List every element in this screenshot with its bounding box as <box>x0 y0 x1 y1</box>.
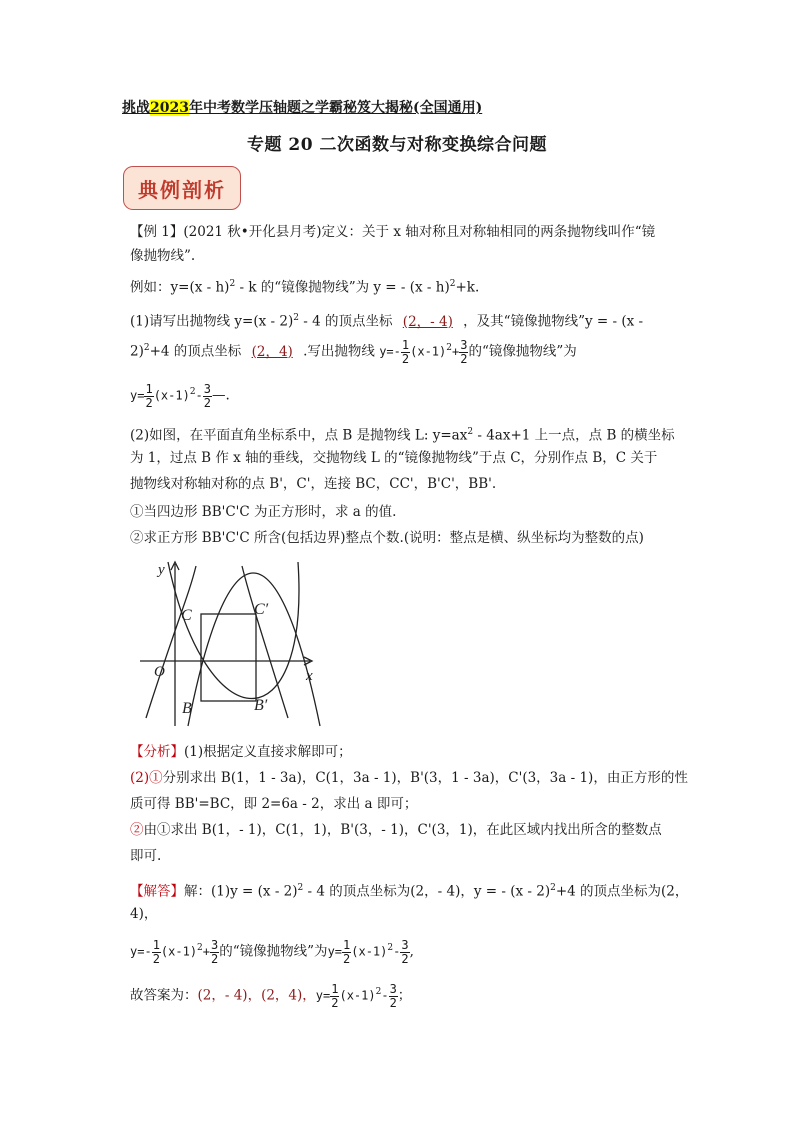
label-x: x <box>306 668 313 684</box>
question-1-line-2: 2)$^2$+4 的顶点坐标 (2，4) .写出抛物线 y=- $\frac{1}{2}$ $(x-1)^2+$ $\frac{3}{2}$ 的“镜像抛物线”为 <box>130 337 577 366</box>
fraction-half-3: $\frac{1}{2}$ <box>152 937 160 966</box>
question-2-line-5: ②求正方形 BB'C'C 所含(包括边界)整点个数.(说明：整点是横、纵坐标均为整数的点) <box>130 530 644 546</box>
fraction-three-half-3: $\frac{3}{2}$ <box>211 937 219 966</box>
solution-line-4: 故答案为：(2，- 4)，(2，4)，y= $\frac{1}{2}$ $(x-1)^2-$ $\frac{3}{2}$ ； <box>130 981 412 1010</box>
question-2-line-1: (2)如图，在平面直角坐标系中，点 B 是抛物线 L: $y=ax^2 - 4ax+1$ 上一点，点 B 的横坐标 <box>130 427 675 444</box>
question-1-line-3: y= $\frac{1}{2}$ $(x-1)^2-$ $\frac{3}{2}$ —. <box>130 381 230 410</box>
year-highlight: 2023 <box>150 100 189 116</box>
section-badge <box>123 166 241 210</box>
fraction-half: $\frac{1}{2}$ <box>401 337 410 366</box>
label-origin: O <box>154 664 165 680</box>
section-label: 典例剖析 <box>138 177 226 202</box>
example-line-1: 【例 1】(2021 秋•开化县月考)定义：关于 x 轴对称且对称轴相同的两条抛物线叫作“镜 <box>130 224 656 240</box>
label-y: y <box>158 562 165 578</box>
fraction-half-4: $\frac{1}{2}$ <box>343 937 351 966</box>
topic-title: 专题 20 二次函数与对称变换综合问题 <box>247 135 547 155</box>
question-1-line-1: (1)请写出抛物线 y=(x - 2)$^2$ - 4 的顶点坐标 (2，- 4) ，及其“镜像抛物线”y = - (x - <box>130 313 644 330</box>
label-b: B <box>182 700 192 717</box>
analysis-line-5: 即可. <box>130 848 162 864</box>
fraction-half-2: $\frac{1}{2}$ <box>145 381 153 410</box>
answer-blank-vertex-1: (2，- 4) <box>402 313 453 330</box>
label-c: C <box>181 607 192 624</box>
analysis-line-3: 质可得 BB'=BC，即 2=6a - 2，求出 a 即可； <box>130 796 418 812</box>
label-b-prime: B′ <box>254 697 268 714</box>
analysis-line-1: 【分析】(1)根据定义直接求解即可； <box>130 744 352 760</box>
example-line-3: 例如：y=(x - h)$^2$ - k 的“镜像抛物线”为 y = - (x - h)$^2$+k. <box>130 279 480 296</box>
fraction-three-half-4: $\frac{3}{2}$ <box>401 937 409 966</box>
fraction-three-half-2: $\frac{3}{2}$ <box>203 381 212 410</box>
analysis-line-4: ②由①求出 B(1，- 1)，C(1，1)，B'(3，- 1)，C'(3，1)，在此区域内找出所含的整数点 <box>130 822 662 838</box>
square-bbcc <box>201 614 256 701</box>
answer-blank-vertex-2: (2，4) <box>251 343 293 360</box>
fraction-three-half: $\frac{3}{2}$ <box>460 337 468 366</box>
example-line-2: 像抛物线”. <box>130 248 196 264</box>
question-2-line-4: ①当四边形 BB'C'C 为正方形时，求 a 的值. <box>130 504 397 520</box>
parabola-l <box>168 562 299 699</box>
solution-line-2: 4)， <box>130 906 158 922</box>
analysis-line-2: (2)①分别求出 B(1，1 - 3a)，C(1，3a - 1)，B'(3，1 - 3a)，C'(3，3a - 1)，由正方形的性 <box>130 770 688 786</box>
coordinate-diagram <box>138 558 328 728</box>
parabola-figure <box>138 558 328 728</box>
solution-line-1: 【解答】解：(1)y = (x - 2)$^2$ - 4 的顶点坐标为(2，- 4)，y = - (x - 2)$^2$+4 的顶点坐标为(2， <box>130 883 689 900</box>
series-title: 挑战2023年中考数学压轴题之学霸秘笈大揭秘(全国通用) <box>122 100 483 116</box>
question-2-line-2: 为 1，过点 B 作 x 轴的垂线，交抛物线 L 的“镜像抛物线”于点 C，分别作点 B，C 关于 <box>130 450 658 466</box>
label-c-prime: C′ <box>254 601 269 618</box>
mirror-parabola-left <box>146 566 196 718</box>
solution-line-3: y=- $\frac{1}{2}$ $(x-1)^2+$ $\frac{3}{2}$ 的“镜像抛物线”为y= $\frac{1}{2}$ $(x-1)^2-$ $\frac{3}{2}$ , <box>130 937 414 966</box>
question-2-line-3: 抛物线对称轴对称的点 B'，C'，连接 BC，CC'，B'C'，BB'. <box>130 476 497 492</box>
fraction-half-5: $\frac{1}{2}$ <box>331 981 339 1010</box>
fraction-three-half-5: $\frac{3}{2}$ <box>389 981 397 1010</box>
